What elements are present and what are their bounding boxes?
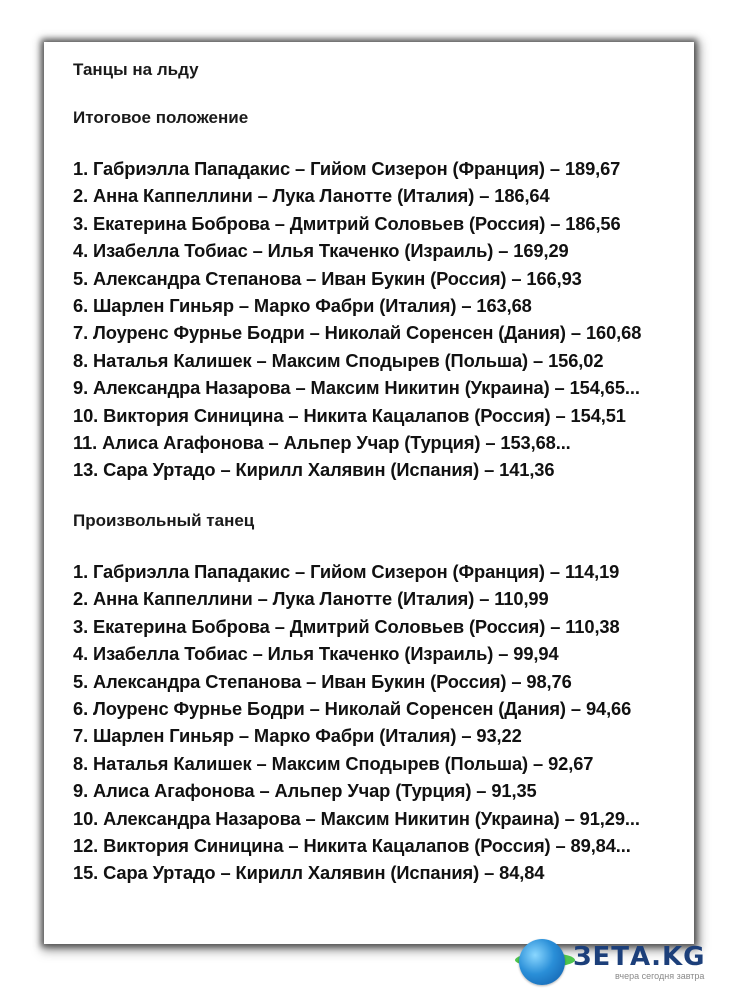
list-item: 6. Шарлен Гиньяр – Марко Фабри (Италия) – 163,68 — [73, 295, 532, 317]
globe-icon — [519, 939, 565, 985]
list-item: 12. Виктория Синицина – Никита Кацалапов (Россия) – 89,84... — [73, 834, 631, 856]
list-item: 4. Изабелла Тобиас – Илья Ткаченко (Израиль) – 169,29 — [73, 240, 569, 262]
list-item: 2. Анна Каппеллини – Лука Ланотте (Италия) – 110,99 — [73, 588, 549, 610]
list-item: 10. Александра Назарова – Максим Никитин (Украина) – 91,29... — [73, 807, 640, 829]
list-item: 13. Сара Уртадо – Кирилл Халявин (Испания) – 141,36 — [73, 459, 555, 481]
list-item: 3. Екатерина Боброва – Дмитрий Соловьев (Россия) – 110,38 — [73, 615, 620, 637]
overall-standings-heading: Итоговое положение — [73, 108, 249, 127]
list-item: 15. Сара Уртадо – Кирилл Халявин (Испания) – 84,84 — [73, 862, 545, 884]
list-item: 7. Лоуренс Фурнье Бодри – Николай Соренсен (Дания) – 160,68 — [73, 322, 642, 344]
free-dance-heading: Произвольный танец — [73, 510, 255, 530]
section-title: Танцы на льду — [73, 60, 199, 79]
list-item: 1. Габриэлла Пападакис – Гийом Сизерон (Франция) – 114,19 — [73, 560, 620, 582]
list-item: 9. Алиса Агафонова – Альпер Учар (Турция) – 91,35 — [73, 780, 537, 802]
list-item: 1. Габриэлла Пападакис – Гийом Сизерон (Франция) – 189,67 — [73, 158, 621, 179]
list-item: 4. Изабелла Тобиас – Илья Ткаченко (Израиль) – 99,94 — [73, 643, 559, 665]
free-dance-list — [73, 558, 684, 887]
brand-tagline: вчера сегодня завтра — [615, 971, 705, 981]
list-item: 8. Наталья Калишек – Максим Сподырев (Польша) – 92,67 — [73, 752, 594, 774]
list-item: 2. Анна Каппеллини – Лука Ланотте (Италия) – 186,64 — [73, 185, 550, 207]
list-item: 11. Алиса Агафонова – Альпер Учар (Турция) – 153,68... — [73, 432, 571, 454]
list-item: 5. Александра Степанова – Иван Букин (Россия) – 98,76 — [73, 670, 572, 692]
list-item: 10. Виктория Синицина – Никита Кацалапов (Россия) – 154,51 — [73, 404, 626, 426]
overall-standings-list — [73, 155, 684, 484]
list-item: 8. Наталья Калишек – Максим Сподырев (Польша) – 156,02 — [73, 349, 604, 371]
list-item: 3. Екатерина Боброва – Дмитрий Соловьев (Россия) – 186,56 — [73, 212, 621, 234]
list-item: 9. Александра Назарова – Максим Никитин (Украина) – 154,65... — [73, 377, 640, 399]
brand-wordmark: ЗЕТА.KG — [573, 942, 706, 972]
watermark-logo — [515, 935, 736, 989]
list-item: 5. Александра Степанова – Иван Букин (Россия) – 166,93 — [73, 267, 582, 289]
article-card — [44, 42, 694, 944]
list-item: 6. Лоуренс Фурнье Бодри – Николай Соренсен (Дания) – 94,66 — [73, 697, 632, 719]
list-item: 7. Шарлен Гиньяр – Марко Фабри (Италия) – 93,22 — [73, 725, 522, 747]
